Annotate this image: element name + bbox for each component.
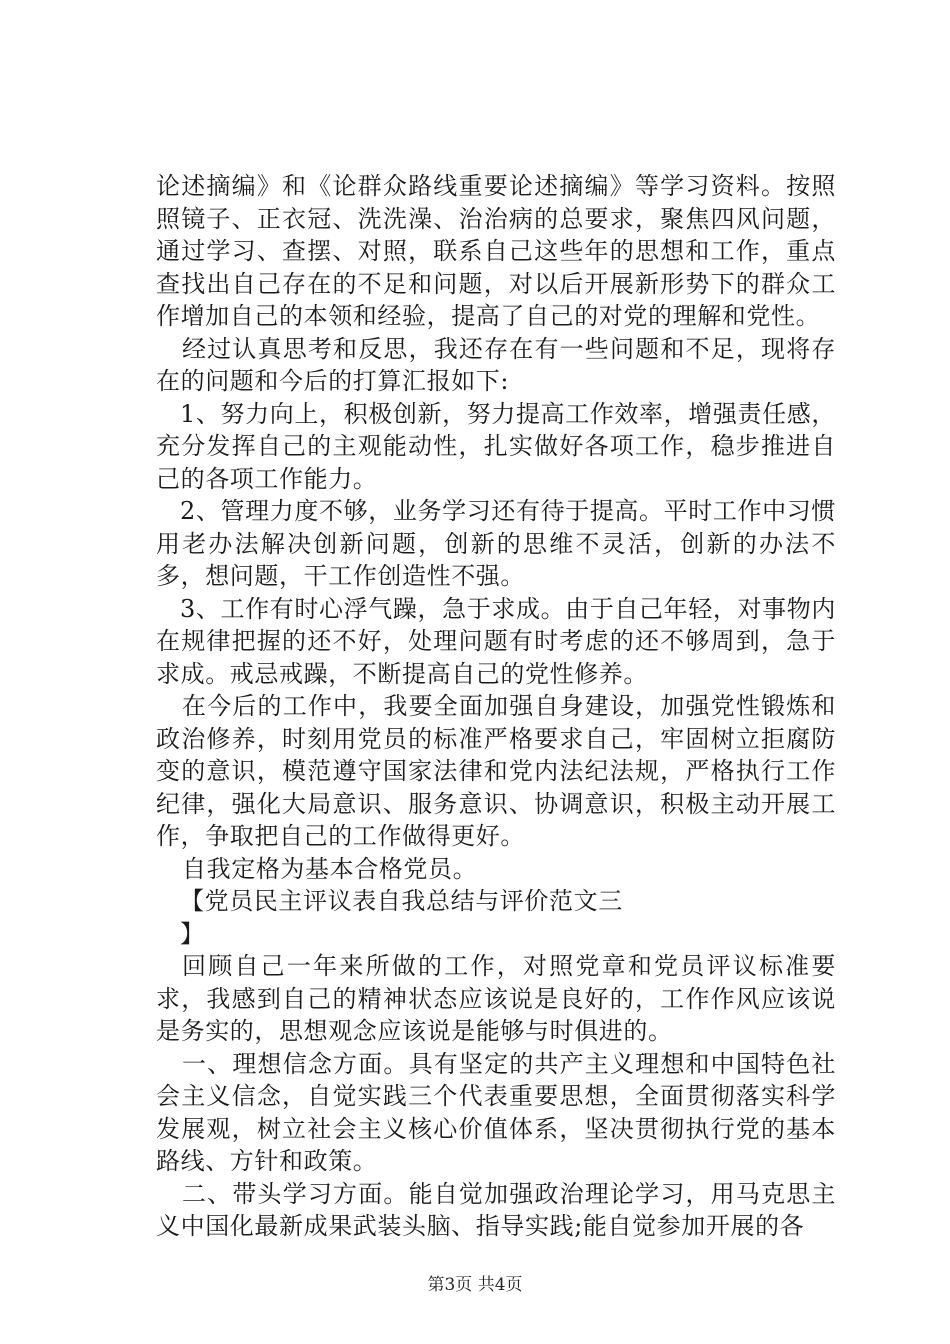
section-heading: 【党员民主评议表自我总结与评价范文三: [180, 887, 623, 915]
paragraph-continued: 论述摘编》和《论群众路线重要论述摘编》等学习资料。按照照镜子、正衣冠、洗洗澡、治治病的总要求，聚焦四风问题，通过学习、查摆、对照，联系自己这些年的思想和工作，重点查找出自己存在的不足和问题，对以后开展新形势下的群众工作增加自己的本领和经验，提高了自己的对党的理解和党性。: [156, 172, 836, 330]
paragraph-self-rating: 自我定格为基本合格党员。: [182, 854, 478, 883]
document-body: [156, 170, 836, 1243]
paragraph-ideals: 一、理想信念方面。具有坚定的共产主义理想和中国特色社会主义信念，自觉实践三个代表重要思想，全面贯彻落实科学发展观，树立社会主义核心价值体系，坚决贯彻执行党的基本路线、方针和政策。: [156, 1049, 836, 1175]
paragraph-future-work: 在今后的工作中，我要全面加强自身建设，加强党性锻炼和政治修养，时刻用党员的标准严格要求自己，牢固树立拒腐防变的意识，模范遵守国家法律和党内法纪法规，严格执行工作纪律，强化大局意识、服务意识、协调意识，积极主动开展工作，争取把自己的工作做得更好。: [156, 692, 836, 850]
paragraph-item-2: 2、管理力度不够，业务学习还有待于提高。平时工作中习惯用老办法解决创新问题，创新的思维不灵活，创新的办法不多，想问题，干工作创造性不强。: [156, 497, 836, 590]
page-number-footer: 第3页 共4页: [427, 1275, 523, 1295]
paragraph-reflection: 经过认真思考和反思，我还存在有一些问题和不足，现将存在的问题和今后的打算汇报如下:: [156, 334, 836, 395]
paragraph-review: 回顾自己一年来所做的工作，对照党章和党员评议标准要求，我感到自己的精神状态应该说是良好的，工作作风应该说是务实的，思想观念应该说是能够与时俱进的。: [156, 952, 836, 1045]
section-heading-close: 】: [180, 919, 204, 948]
paragraph-item-3: 3、工作有时心浮气躁，急于求成。由于自己年轻，对事物内在规律把握的还不好，处理问题有时考虑的还不够周到，急于求成。戒忌戒躁，不断提高自己的党性修养。: [156, 594, 836, 688]
paragraph-item-1: 1、努力向上，积极创新，努力提高工作效率，增强责任感，充分发挥自己的主观能动性，扎实做好各项工作，稳步推进自己的各项工作能力。: [156, 399, 836, 493]
paragraph-study: 二、带头学习方面。能自觉加强政治理论学习，用马克思主义中国化最新成果武装头脑、指导实践;能自觉参加开展的各: [156, 1179, 836, 1240]
